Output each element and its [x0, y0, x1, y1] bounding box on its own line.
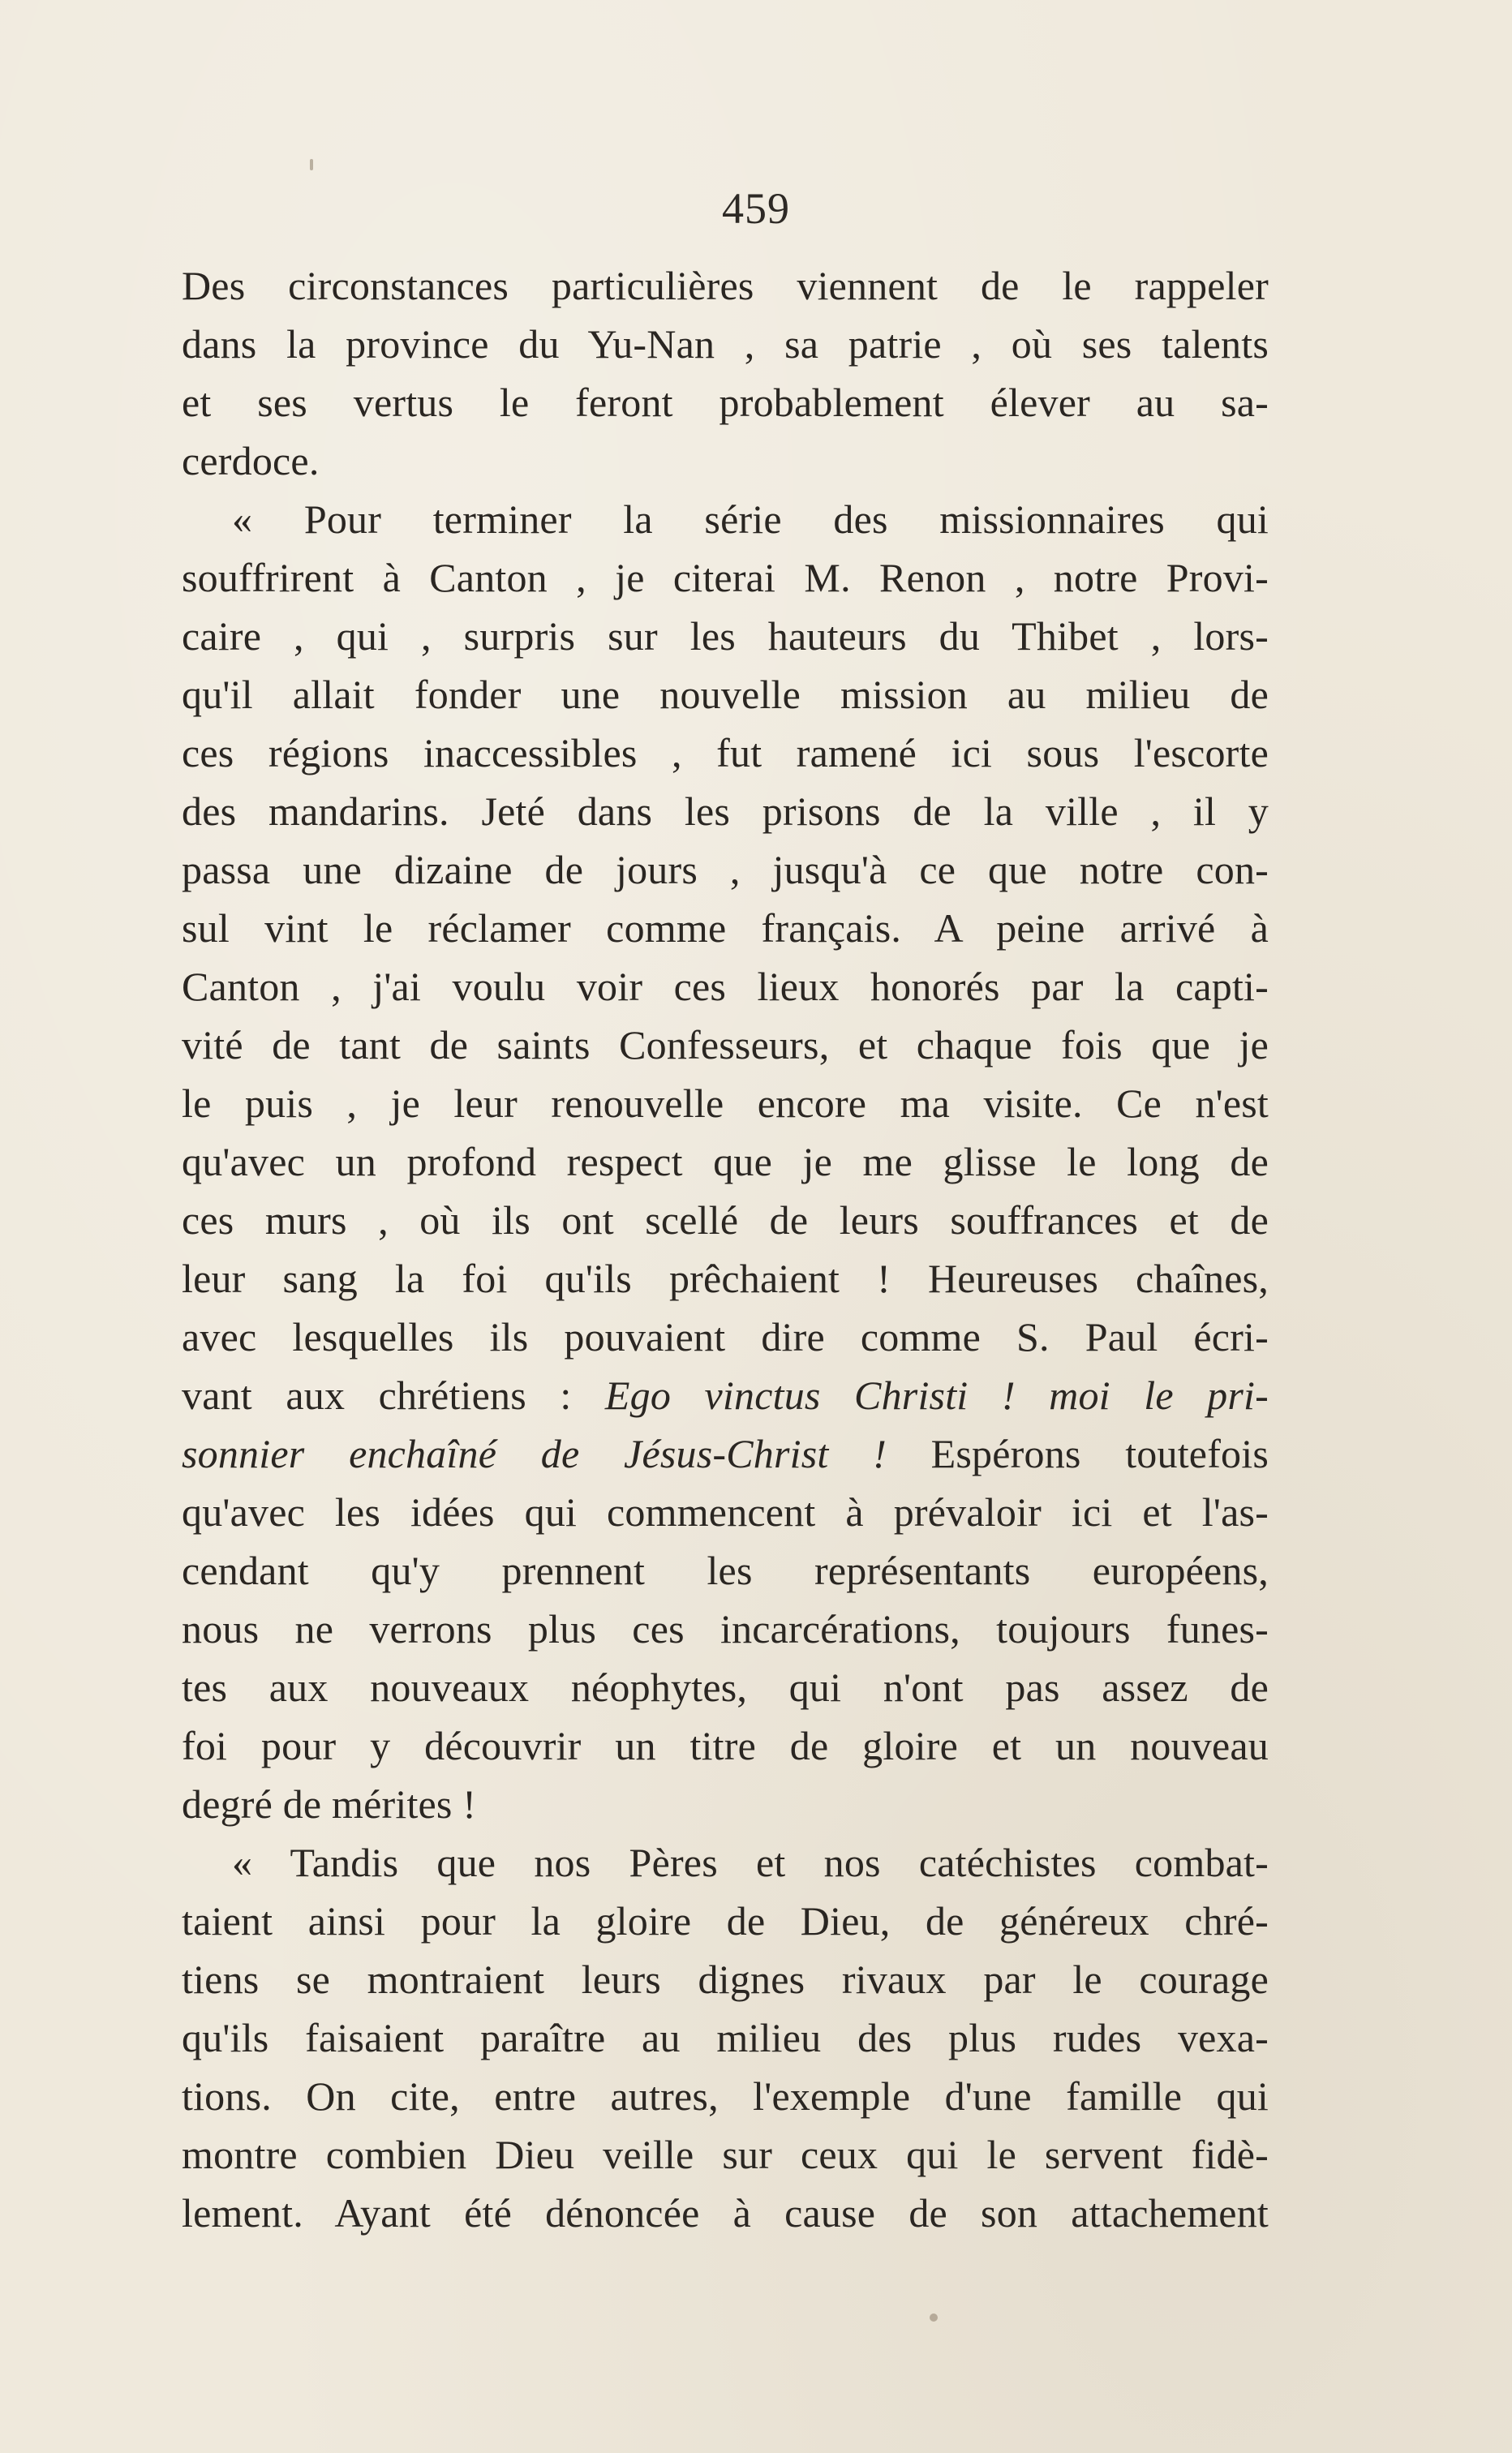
mixed-italic-line [182, 1424, 1269, 1483]
paragraph-start-line: « Pour terminer la série des missionnaires qui [232, 496, 1269, 542]
text-line: ces régions inaccessibles , fut ramené ici sous l'escorte [182, 730, 1269, 775]
line-roman-text: Espérons toutefois [886, 1431, 1269, 1476]
mixed-italic-line [182, 1366, 1269, 1424]
text-line: qu'avec les idées qui commencent à prévaloir ici et l'as- [182, 1489, 1269, 1535]
text-line: qu'ils faisaient paraître au milieu des plus rudes vexa- [182, 2015, 1269, 2060]
page-number: 459 [722, 184, 790, 233]
text-line: dans la province du Yu-Nan , sa patrie , où ses talents [182, 321, 1269, 367]
text-line: avec lesquelles ils pouvaient dire comme S. Paul écri- [182, 1314, 1269, 1360]
text-line: degré de mérites ! [182, 1781, 477, 1827]
text-line: lement. Ayant été dénoncée à cause de son attachement [182, 2190, 1269, 2236]
text-line: tiens se montraient leurs dignes rivaux par le courage [182, 1957, 1269, 2002]
text-line: des mandarins. Jeté dans les prisons de la ville , il y [182, 788, 1269, 834]
text-line: foi pour y découvrir un titre de gloire et un nouveau [182, 1723, 1269, 1768]
text-line: ces murs , où ils ont scellé de leurs souffrances et de [182, 1197, 1269, 1243]
body-text [182, 256, 1269, 2242]
text-line: Des circonstances particulières viennent de le rappeler [182, 263, 1269, 308]
text-line: montre combien Dieu veille sur ceux qui le servent fidè- [182, 2132, 1269, 2177]
text-line: tes aux nouveaux néophytes, qui n'ont pas assez de [182, 1665, 1269, 1710]
paper-speck [310, 159, 313, 170]
text-line: tions. On cite, entre autres, l'exemple d'une famille qui [182, 2073, 1269, 2119]
text-line: caire , qui , surpris sur les hauteurs du Thibet , lors- [182, 613, 1269, 659]
text-line: et ses vertus le feront probablement élever au sa- [182, 380, 1269, 425]
text-line: cerdoce. [182, 438, 320, 483]
text-line: Canton , j'ai voulu voir ces lieux honorés par la capti- [182, 964, 1269, 1009]
text-line: nous ne verrons plus ces incarcérations, toujours funes- [182, 1606, 1269, 1652]
text-line: passa une dizaine de jours , jusqu'à ce que notre con- [182, 847, 1269, 892]
text-line: qu'avec un profond respect que je me glisse le long de [182, 1139, 1269, 1184]
text-line: sul vint le réclamer comme français. A peine arrivé à [182, 905, 1269, 951]
paragraph-start-line: « Tandis que nos Pères et nos catéchistes combat- [232, 1840, 1269, 1885]
text-line: qu'il allait fonder une nouvelle mission au milieu de [182, 672, 1269, 717]
text-line: cendant qu'y prennent les représentants européens, [182, 1548, 1269, 1593]
text-line: leur sang la foi qu'ils prêchaient ! Heureuses chaînes, [182, 1256, 1269, 1301]
translation-italic: sonnier enchaîné de Jésus-Christ ! [182, 1431, 887, 1476]
text-line: souffrirent à Canton , je citerai M. Renon , notre Provi- [182, 555, 1269, 600]
text-line: le puis , je leur renouvelle encore ma visite. Ce n'est [182, 1080, 1269, 1126]
text-line: vité de tant de saints Confesseurs, et chaque fois que je [182, 1022, 1269, 1068]
paper-speck [930, 2313, 938, 2322]
latin-quote-italic: Ego vinctus Christi ! moi le pri- [604, 1373, 1269, 1418]
text-line: taient ainsi pour la gloire de Dieu, de généreux chré- [182, 1898, 1269, 1944]
line-roman-text: vant aux chrétiens : [182, 1373, 605, 1418]
